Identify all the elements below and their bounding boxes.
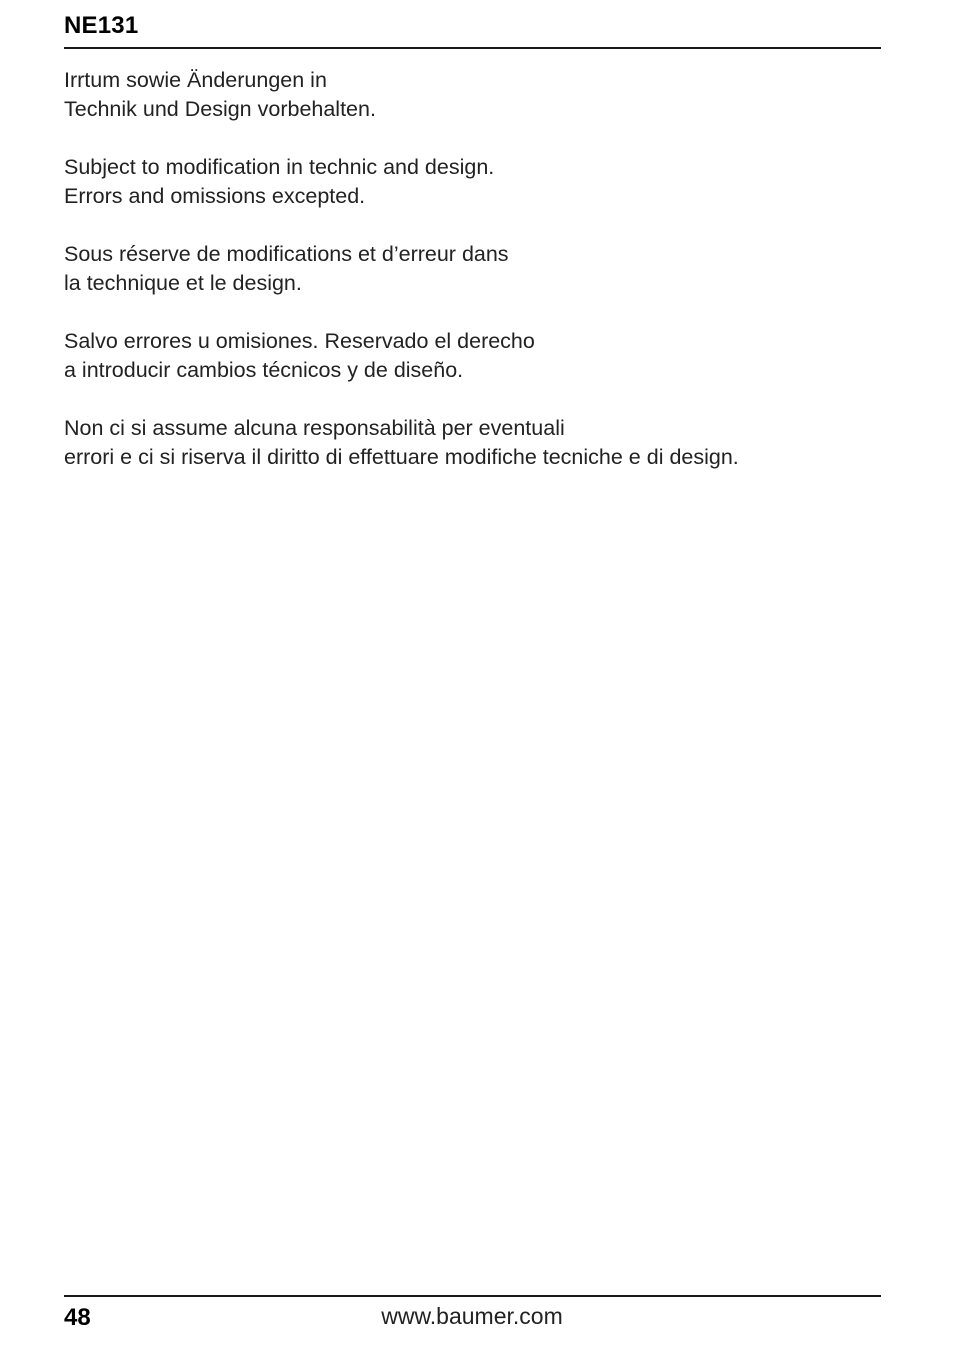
footer-divider xyxy=(64,1295,881,1297)
disclaimer-french xyxy=(64,240,881,298)
text-line: Subject to modification in technic and design. xyxy=(64,155,495,179)
document-title: NE131 xyxy=(64,12,139,39)
text-line: Irrtum sowie Änderungen in xyxy=(64,68,327,92)
page-number: 48 xyxy=(64,1304,91,1331)
text-line: Salvo errores u omisiones. Reservado el derecho xyxy=(64,329,535,353)
website-url: www.baumer.com xyxy=(381,1303,563,1329)
text-line: Non ci si assume alcuna responsabilità per eventuali xyxy=(64,416,565,440)
text-line: Technik und Design vorbehalten. xyxy=(64,97,376,121)
text-line: errori e ci si riserva il diritto di effettuare modifiche tecniche e di design. xyxy=(64,445,739,469)
text-line: la technique et le design. xyxy=(64,271,302,295)
text-line: Sous réserve de modifications et d’erreur dans xyxy=(64,242,509,266)
text-line: a introducir cambios técnicos y de diseño. xyxy=(64,358,464,382)
text-line: Errors and omissions excepted. xyxy=(64,184,366,208)
disclaimer-italian xyxy=(64,414,881,472)
disclaimer-english xyxy=(64,153,881,211)
header-divider xyxy=(64,47,881,49)
disclaimer-spanish xyxy=(64,327,881,385)
disclaimer-section xyxy=(64,66,881,501)
disclaimer-german xyxy=(64,66,881,124)
